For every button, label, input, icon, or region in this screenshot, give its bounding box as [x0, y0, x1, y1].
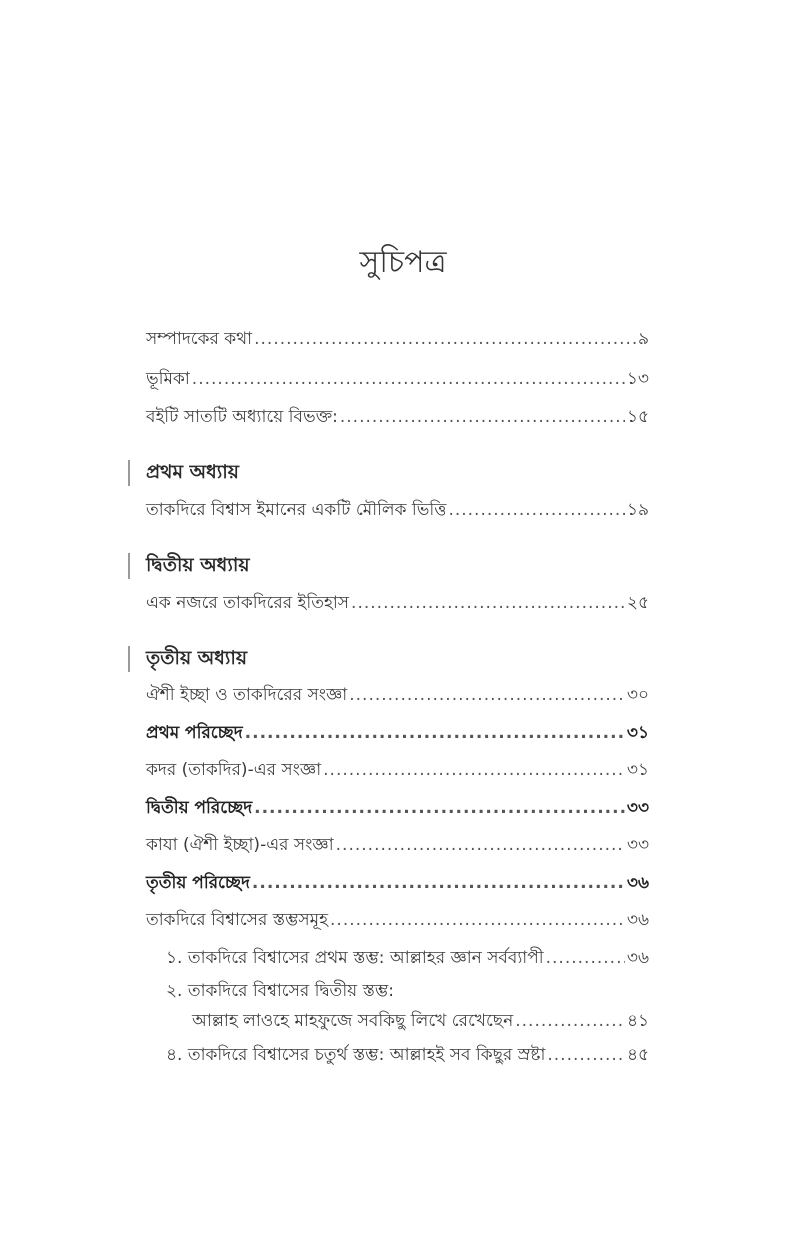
toc-subentry-continuation[interactable]: [192, 1008, 649, 1034]
dot-leader: [351, 590, 625, 616]
toc-entry-label: তাকদিরে বিশ্বাস ইমানের একটি মৌলিক ভিত্তি: [146, 500, 447, 520]
toc-entry-label: ৪. তাকদিরে বিশ্বাসের চতুর্থ স্তম্ভ: আল্লাহই সব কিছুর স্রষ্টা: [166, 1045, 546, 1065]
toc-entry-page: ৩৬: [626, 910, 649, 930]
dot-leader: [245, 720, 625, 746]
chapter-heading: [146, 644, 247, 672]
toc-section-entry[interactable]: [146, 720, 649, 746]
toc-entry[interactable]: [146, 326, 649, 352]
toc-entry[interactable]: [146, 590, 649, 616]
toc-entry-page: ৪১: [626, 1011, 649, 1031]
toc-entry-page: ৩৬: [626, 873, 649, 893]
toc-entry-label: এক নজরে তাকদিরের ইতিহাস: [146, 593, 350, 613]
toc-entry[interactable]: [146, 682, 649, 708]
toc-entry-page: ৩০: [626, 685, 649, 705]
toc-entry-label: তৃতীয় পরিচ্ছেদ: [146, 873, 250, 893]
toc-entry-page: ৩৬: [626, 948, 649, 968]
toc-entry-page: ৩১: [626, 723, 649, 743]
toc-entry-page: ৩১: [626, 760, 649, 780]
chapter-heading-text: প্রথম অধ্যায়: [146, 461, 239, 483]
toc-entry-label: কাযা (ঐশী ইচ্ছা)-এর সংজ্ঞা: [146, 835, 334, 855]
toc-entry-label: দ্বিতীয় পরিচ্ছেদ: [146, 798, 253, 818]
toc-entry-page: ১৯: [626, 500, 649, 520]
toc-entry-label: ১. তাকদিরে বিশ্বাসের প্রথম স্তম্ভ: আল্লাহর জ্ঞান সর্বব্যাপী: [166, 948, 544, 968]
toc-entry[interactable]: [146, 907, 649, 933]
dot-leader: [192, 366, 625, 392]
toc-entry-page: ১৩: [626, 369, 649, 389]
chapter-marker-bar: [128, 646, 130, 672]
chapter-heading: [146, 458, 239, 486]
toc-entry-label: ভূমিকা: [146, 369, 190, 389]
toc-entry[interactable]: [146, 366, 649, 392]
page-title: সুচিপত্র: [359, 245, 447, 280]
toc-entry[interactable]: [146, 497, 649, 523]
toc-subentry[interactable]: [166, 978, 649, 1004]
toc-entry-label: ঐশী ইচ্ছা ও তাকদিরের সংজ্ঞা: [146, 685, 348, 705]
chapter-heading: [146, 551, 250, 579]
dot-leader: [515, 1008, 625, 1034]
toc-entry-label: সম্পাদকের কথা: [146, 329, 253, 349]
toc-entry[interactable]: [146, 757, 649, 783]
toc-entry-label: বইটি সাতটি অধ্যায়ে বিভক্ত:: [146, 407, 338, 427]
dot-leader: [546, 945, 625, 971]
toc-entry-label: তাকদিরে বিশ্বাসের স্তম্ভসমূহ: [146, 910, 329, 930]
chapter-marker-bar: [128, 553, 130, 579]
chapter-heading-text: তৃতীয় অধ্যায়: [146, 647, 248, 669]
dot-leader: [340, 404, 625, 430]
dot-leader: [330, 907, 625, 933]
toc-section-entry[interactable]: [146, 870, 649, 896]
toc-entry-page: ৯: [637, 329, 649, 349]
dot-leader: [254, 795, 625, 821]
chapter-marker-bar: [128, 460, 130, 486]
toc-section-entry[interactable]: [146, 795, 649, 821]
toc-subentry[interactable]: [166, 1042, 649, 1068]
dot-leader: [349, 682, 625, 708]
toc-entry[interactable]: [146, 832, 649, 858]
toc-entry-label: কদর (তাকদির)-এর সংজ্ঞা: [146, 760, 322, 780]
dot-leader: [547, 1042, 625, 1068]
dot-leader: [336, 832, 625, 858]
dot-leader: [323, 757, 625, 783]
toc-entry-page: ৩৩: [626, 835, 649, 855]
toc-entry-label: ২. তাকদিরে বিশ্বাসের দ্বিতীয় স্তম্ভ:: [166, 981, 394, 1001]
toc-entry-page: ২৫: [626, 593, 649, 613]
toc-entry-page: ১৫: [626, 407, 649, 427]
dot-leader: [254, 326, 636, 352]
toc-entry-page: ৪৫: [626, 1045, 649, 1065]
chapter-heading-text: দ্বিতীয় অধ্যায়: [146, 554, 250, 576]
toc-entry[interactable]: [146, 404, 649, 430]
dot-leader: [252, 870, 625, 896]
toc-entry-label: প্রথম পরিচ্ছেদ: [146, 723, 243, 743]
dot-leader: [448, 497, 625, 523]
toc-subentry[interactable]: [166, 945, 649, 971]
toc-entry-page: ৩৩: [626, 798, 649, 818]
toc-entry-label: আল্লাহ লাওহে মাহফুজে সবকিছু লিখে রেখেছেন: [192, 1011, 514, 1031]
